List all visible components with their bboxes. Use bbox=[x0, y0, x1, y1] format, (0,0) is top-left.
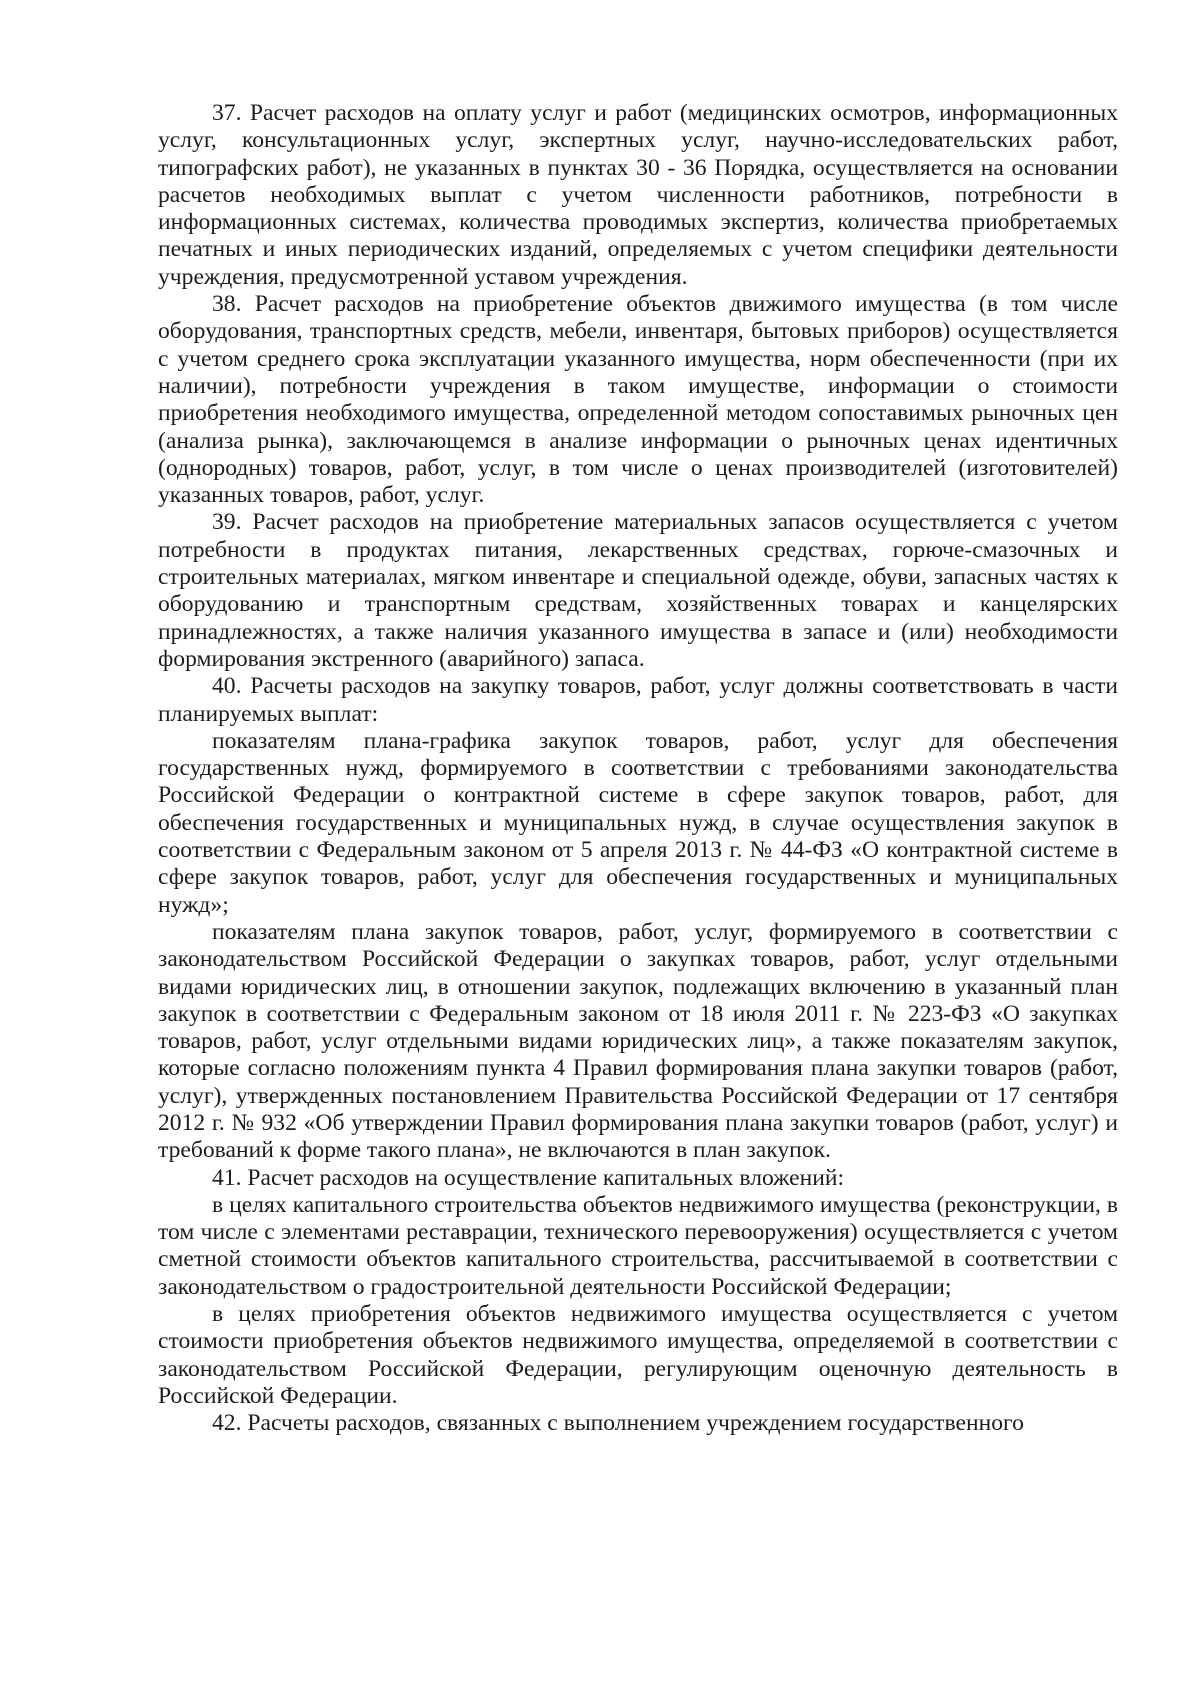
paragraph-38: 38. Расчет расходов на приобретение объектов движимого имущества (в том числе оборудования, транспортных средств, мебели, инвентаря, бытовых приборов) осуществляется с учетом среднего срока эксплуатации указанного имущества, норм обеспеченности (при их наличии), потребности учреждения в таком имуществе, информации о стоимости приобретения необходимого имущества, определенной методом сопоставимых рыночных цен (анализа рынка), заключающемся в анализе информации о рыночных ценах идентичных (однородных) товаров, работ, услуг, в том числе о ценах производителей (изготовителей) указанных товаров, работ, услуг. bbox=[158, 291, 1118, 509]
paragraph-40-item-1: показателям плана-графика закупок товаров, работ, услуг для обеспечения государственных нужд, формируемого в соответствии с требованиями законодательства Российской Федерации о контрактной системе в сфере закупок товаров, работ, для обеспечения государственных и муниципальных нужд, в случае осуществления закупок в соответствии с Федеральным законом от 5 апреля 2013 г. № 44-ФЗ «О контрактной системе в сфере закупок товаров, работ, услуг для обеспечения государственных и муниципальных нужд»; bbox=[158, 727, 1118, 918]
document-page bbox=[158, 100, 1118, 1438]
paragraph-37: 37. Расчет расходов на оплату услуг и работ (медицинских осмотров, информационных услуг, консультационных услуг, экспертных услуг, научно-исследовательских работ, типографских работ), не указанных в пунктах 30 - 36 Порядка, осуществляется на основании расчетов необходимых выплат с учетом численности работников, потребности в информационных системах, количества проводимых экспертиз, количества приобретаемых печатных и иных периодических изданий, определяемых с учетом специфики деятельности учреждения, предусмотренной уставом учреждения. bbox=[158, 100, 1118, 290]
paragraph-40: 40. Расчеты расходов на закупку товаров, работ, услуг должны соответствовать в части планируемых выплат: bbox=[158, 673, 1118, 727]
paragraph-39: 39. Расчет расходов на приобретение материальных запасов осуществляется с учетом потребности в продуктах питания, лекарственных средствах, горюче-смазочных и строительных материалах, мягком инвентаре и специальной одежде, обуви, запасных частях к оборудованию и транспортным средствам, хозяйственных товарах и канцелярских принадлежностях, а также наличия указанного имущества в запасе и (или) необходимости формирования экстренного (аварийного) запаса. bbox=[158, 509, 1118, 672]
paragraph-40-item-2: показателям плана закупок товаров, работ, услуг, формируемого в соответствии с законодательством Российской Федерации о закупках товаров, работ, услуг отдельными видами юридических лиц, в отношении закупок, подлежащих включению в указанный план закупок в соответствии с Федеральным законом от 18 июля 2011 г. № 223-ФЗ «О закупках товаров, работ, услуг отдельными видами юридических лиц», а также показателям закупок, которые согласно положениям пункта 4 Правил формирования плана закупки товаров (работ, услуг), утвержденных постановлением Правительства Российской Федерации от 17 сентября 2012 г. № 932 «Об утверждении Правил формирования плана закупки товаров (работ, услуг) и требований к форме такого плана», не включаются в план закупок. bbox=[158, 918, 1118, 1164]
paragraph-41-item-1: в целях капитального строительства объектов недвижимого имущества (реконструкции, в том числе с элементами реставрации, технического перевооружения) осуществляется с учетом сметной стоимости объектов капитального строительства, рассчитываемой в соответствии с законодательством о градостроительной деятельности Российской Федерации; bbox=[158, 1191, 1118, 1300]
paragraph-41: 41. Расчет расходов на осуществление капитальных вложений: bbox=[212, 1164, 845, 1191]
paragraph-41-item-2: в целях приобретения объектов недвижимого имущества осуществляется с учетом стоимости приобретения объектов недвижимого имущества, определяемой в соответствии с законодательством Российской Федерации, регулирующим оценочную деятельность в Российской Федерации. bbox=[158, 1301, 1118, 1409]
paragraph-42: 42. Расчеты расходов, связанных с выполнением учреждением государственного bbox=[212, 1410, 1024, 1437]
